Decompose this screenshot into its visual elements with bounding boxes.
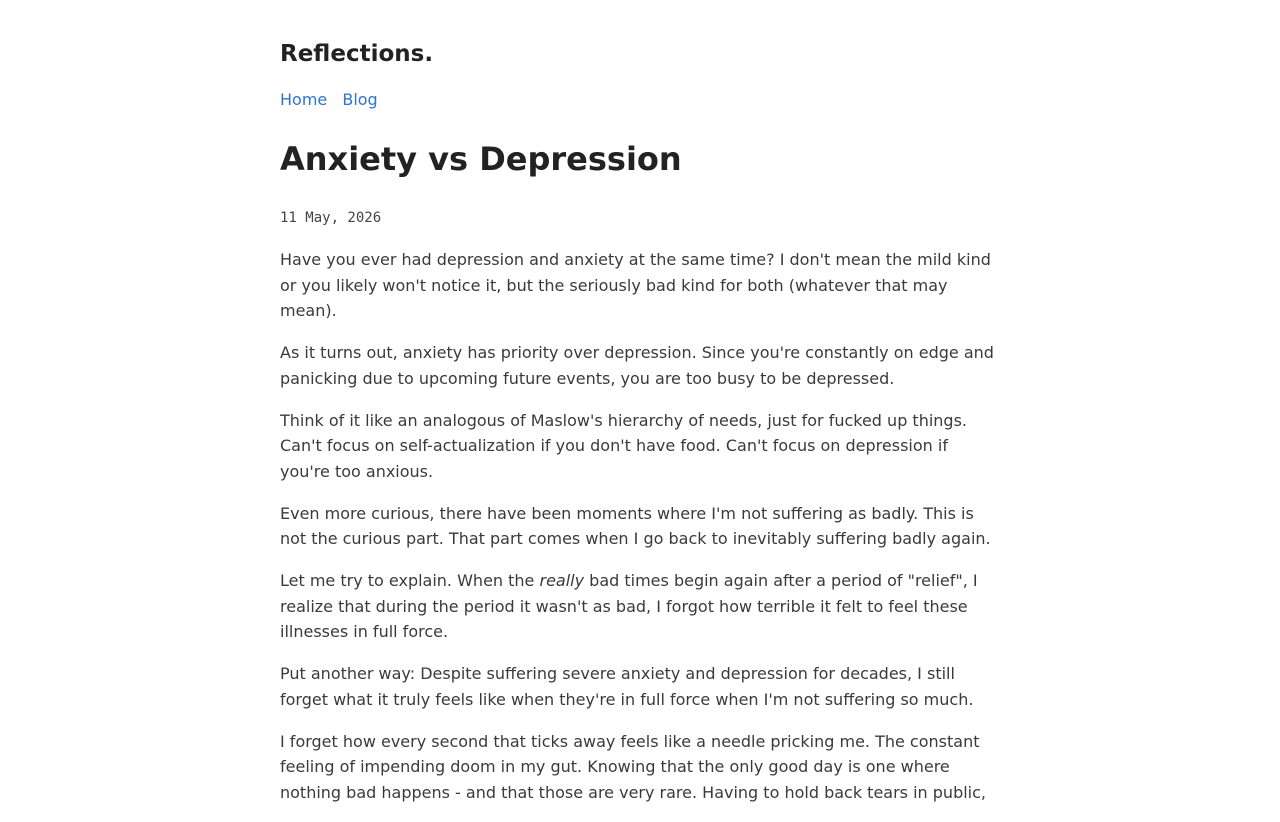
paragraph-5 [280,568,1000,645]
paragraph-2: As it turns out, anxiety has priority over depression. Since you're constantly on edge and panicking due to upcoming future events, you are too busy to be depressed. [280,343,994,388]
post-body [280,247,1000,822]
paragraph-7: I forget how every second that ticks away feels like a needle pricking me. The constant feeling of impending doom in my gut. Knowing that the only good day is one where nothing bad happens - and that those are very rare. Having to hold back tears in public, [280,731,986,802]
paragraph-6: Put another way: Despite suffering severe anxiety and depression for decades, I still forget what it truly feels like when they're in full force when I'm not suffering so much. [280,664,974,709]
emphasis-really: really [539,571,585,590]
nav-link-blog[interactable]: Blog [342,90,378,109]
paragraph-1: Have you ever had depression and anxiety at the same time? I don't mean the mild kind or you likely won't notice it, but the seriously bad kind for both (whatever that may mean). [280,250,991,320]
main-nav [280,88,388,112]
paragraph-5-after: bad times begin again after a period of "relief", I realize that during the period it wasn't as bad, I forgot how terrible it felt to feel these illnesses in full force. [280,571,978,641]
paragraph-5-before: Let me try to explain. When the [280,571,540,590]
post-date: 11 May, 2026 [280,210,382,226]
site-title[interactable]: Reflections. [280,41,434,67]
paragraph-3: Think of it like an analogous of Maslow's hierarchy of needs, just for fucked up things. Can't focus on self-actualization if you don't have food. Can't focus on depression if you're too anxious. [280,410,968,481]
paragraph-4: Even more curious, there have been moments where I'm not suffering as badly. This is not the curious part. That part comes when I go back to inevitably suffering badly again. [280,503,991,548]
nav-link-home[interactable]: Home [280,90,328,109]
post-title: Anxiety vs Depression [280,140,682,178]
